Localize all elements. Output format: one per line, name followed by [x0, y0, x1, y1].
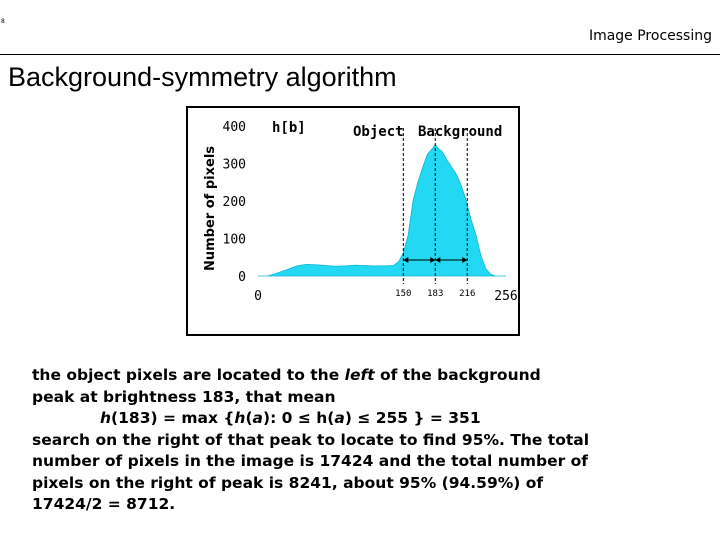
- x-tick-label-216: 216: [459, 289, 476, 299]
- x-tick-label-183: 183: [427, 289, 444, 299]
- body-line-1: the object pixels are located to the left of the background: [32, 366, 541, 384]
- histogram-chart: [188, 108, 518, 334]
- slide-title: Background-symmetry algorithm: [8, 62, 397, 92]
- body-line-3: h(183) = max {h(a): 0 ≤ h(a) ≤ 255 } = 351: [100, 409, 481, 427]
- background-label: Background: [418, 124, 503, 140]
- emphasis-left: left: [344, 366, 375, 384]
- histogram-area: [258, 144, 506, 276]
- x-tick-label-256: 256: [494, 289, 518, 304]
- body-line-7: 17424/2 = 8712.: [32, 495, 176, 513]
- body-line-6: pixels on the right of peak is 8241, about 95% (94.59%) of: [32, 473, 544, 492]
- body-line-5: number of pixels in the image is 17424 and the total number of: [32, 452, 589, 470]
- body-text: [32, 365, 712, 516]
- y-tick-label-400: 400: [222, 120, 246, 135]
- object-label: Object: [353, 124, 404, 140]
- x-tick-label-0: 0: [254, 289, 262, 304]
- x-tick-label-150: 150: [395, 289, 412, 299]
- y-tick-label-0: 0: [238, 270, 246, 285]
- header-title: Image Processing: [588, 28, 712, 44]
- y-axis-label: Number of pixels: [203, 145, 218, 271]
- body-line-2: peak at brightness 183, that mean: [32, 387, 336, 406]
- y-tick-label-300: 300: [222, 157, 246, 173]
- histogram-figure: [186, 106, 520, 336]
- page-number: 8: [1, 18, 5, 25]
- body-line-4: search on the right of that peak to locate to find 95%. The total: [32, 430, 590, 449]
- header-rule: [0, 54, 720, 55]
- series-label: h[b]: [272, 120, 306, 136]
- y-tick-label-200: 200: [222, 195, 246, 210]
- y-tick-label-100: 100: [222, 232, 246, 248]
